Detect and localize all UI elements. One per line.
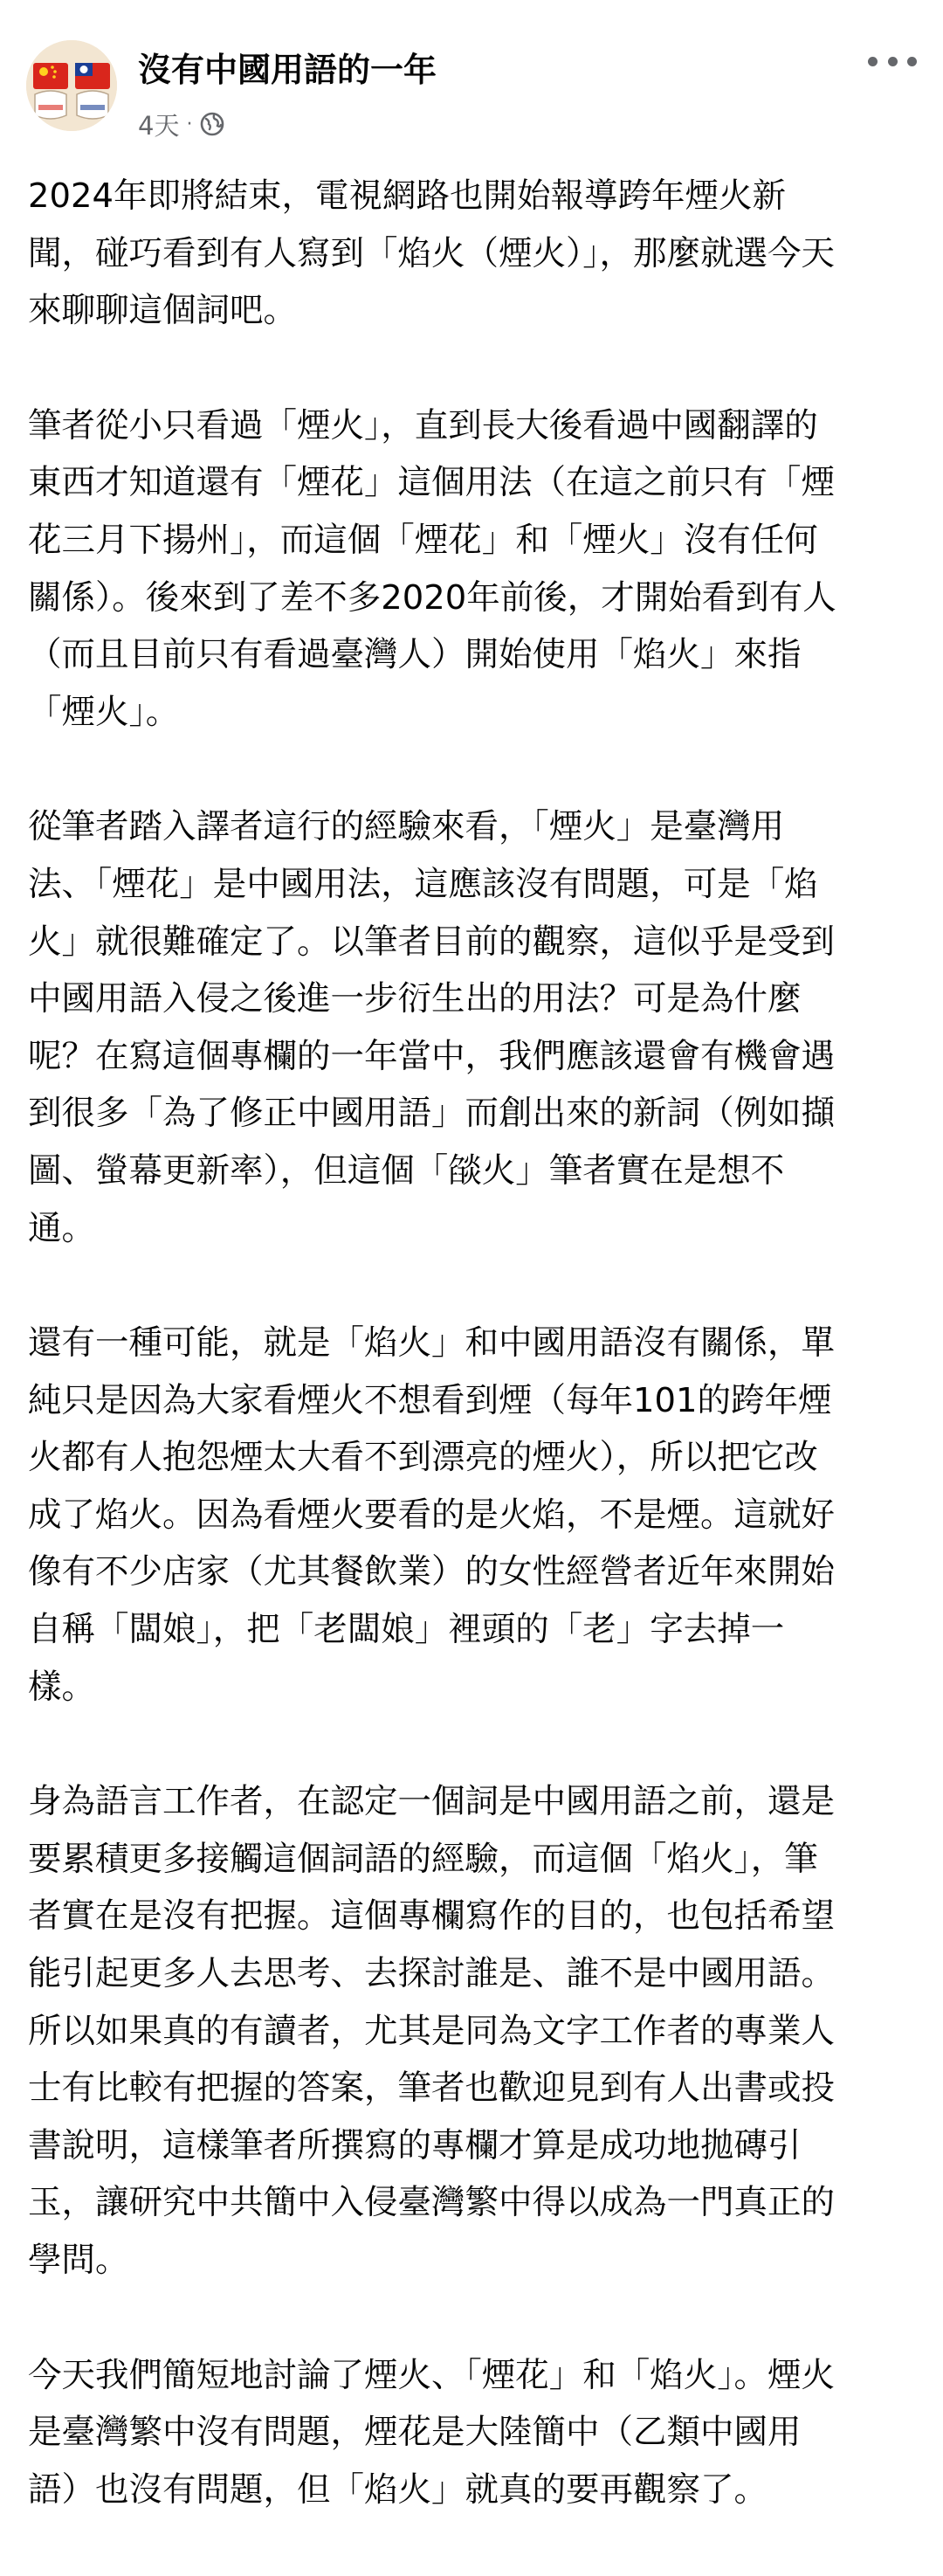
text-line: 成了焰火。因為看煙火要看的是火焰，不是煙。這就好 bbox=[28, 1495, 836, 1535]
text-line: 花三月下揚州」，而這個「煙花」和「煙火」沒有任何 bbox=[28, 520, 818, 560]
globe-icon bbox=[199, 111, 225, 137]
post-timestamp[interactable]: 4天 bbox=[138, 110, 180, 141]
text-line: 來聊聊這個詞吧。 bbox=[28, 291, 298, 331]
text-line: 火」就很難確定了。以筆者目前的觀察，這似乎是受到 bbox=[28, 922, 836, 962]
text-line: 今天我們簡短地討論了煙火、「煙花」和「焰火」。煙火 bbox=[28, 2355, 836, 2395]
meta-separator: · bbox=[186, 113, 193, 135]
text-line: 「煙火」。 bbox=[28, 692, 180, 732]
text-line: 東西才知道還有「煙花」這個用法（在這之前只有「煙 bbox=[28, 463, 836, 503]
post-paragraph bbox=[28, 1773, 915, 2289]
post-paragraph bbox=[28, 168, 915, 340]
text-line: 從筆者踏入譯者這行的經驗來看，「煙火」是臺灣用 bbox=[28, 807, 785, 847]
text-line: 能引起更多人去思考、去探討誰是、誰不是中國用語。 bbox=[28, 1954, 836, 1994]
page-name[interactable]: 沒有中國用語的一年 bbox=[138, 51, 437, 89]
text-line: 身為語言工作者，在認定一個詞是中國用語之前，還是 bbox=[28, 1782, 836, 1822]
text-line: 像有不少店家（尤其餐飲業）的女性經營者近年來開始 bbox=[28, 1552, 836, 1592]
text-line: 純只是因為大家看煙火不想看到煙（每年101的跨年煙 bbox=[28, 1380, 832, 1420]
post-meta bbox=[138, 108, 225, 140]
post-paragraph bbox=[28, 397, 915, 742]
text-line: 是臺灣繁中沒有問題，煙花是大陸簡中（乙類中國用 bbox=[28, 2413, 802, 2453]
text-line: 要累積更多接觸這個詞語的經驗，而這個「焰火」，筆 bbox=[28, 1839, 818, 1879]
text-line: 圖、螢幕更新率），但這個「燄火」筆者實在是想不 bbox=[28, 1150, 785, 1191]
text-line: 到很多「為了修正中國用語」而創出來的新詞（例如擷 bbox=[28, 1094, 836, 1134]
page-avatar[interactable] bbox=[26, 40, 117, 131]
text-line: 呢？在寫這個專欄的一年當中，我們應該還會有機會遇 bbox=[28, 1036, 836, 1076]
text-line: 士有比較有把握的答案，筆者也歡迎見到有人出書或投 bbox=[28, 2068, 836, 2109]
text-line: 所以如果真的有讀者，尤其是同為文字工作者的專業人 bbox=[28, 2011, 836, 2051]
text-line: 還有一種可能，就是「焰火」和中國用語沒有關係，單 bbox=[28, 1323, 836, 1364]
post-body bbox=[28, 168, 915, 2576]
post-paragraph bbox=[28, 798, 915, 1257]
text-line: 語）也沒有問題，但「焰火」就真的要再觀察了。 bbox=[28, 2469, 768, 2510]
text-line: 中國用語入侵之後進一步衍生出的用法？可是為什麼 bbox=[28, 979, 802, 1019]
text-line: 自稱「闆娘」，把「老闆娘」裡頭的「老」字去掉一 bbox=[28, 1610, 785, 1650]
text-line: 書說明，這樣筆者所撰寫的專欄才算是成功地拋磚引 bbox=[28, 2125, 802, 2165]
text-line: 者實在是沒有把握。這個專欄寫作的目的，也包括希望 bbox=[28, 1896, 836, 1937]
text-line: 火都有人抱怨煙太大看不到漂亮的煙火），所以把它改 bbox=[28, 1438, 818, 1478]
text-line: （而且目前只有看過臺灣人）開始使用「焰火」來指 bbox=[28, 635, 802, 675]
text-line: 2024年即將結束，電視網路也開始報導跨年煙火新 bbox=[28, 176, 786, 216]
more-horizontal-icon[interactable] bbox=[868, 51, 917, 72]
text-line: 學問。 bbox=[28, 2241, 129, 2280]
text-line: 聞，碰巧看到有人寫到「焰火（煙火）」，那麼就選今天 bbox=[28, 233, 836, 273]
text-line: 筆者從小只看過「煙火」，直到長大後看過中國翻譯的 bbox=[28, 405, 818, 445]
text-line: 玉，讓研究中共簡中入侵臺灣繁中得以成為一門真正的 bbox=[28, 2183, 836, 2223]
text-line: 關係）。後來到了差不多2020年前後，才開始看到有人 bbox=[28, 577, 836, 618]
text-line: 通。 bbox=[28, 1208, 96, 1248]
post-paragraph bbox=[28, 2347, 915, 2519]
text-line: 樣。 bbox=[28, 1667, 96, 1707]
post-header bbox=[26, 40, 917, 154]
avatar-flags-icon bbox=[26, 40, 117, 131]
text-line: 法、「煙花」是中國用法，這應該沒有問題，可是「焰 bbox=[28, 864, 818, 904]
post-paragraph bbox=[28, 1315, 915, 1716]
